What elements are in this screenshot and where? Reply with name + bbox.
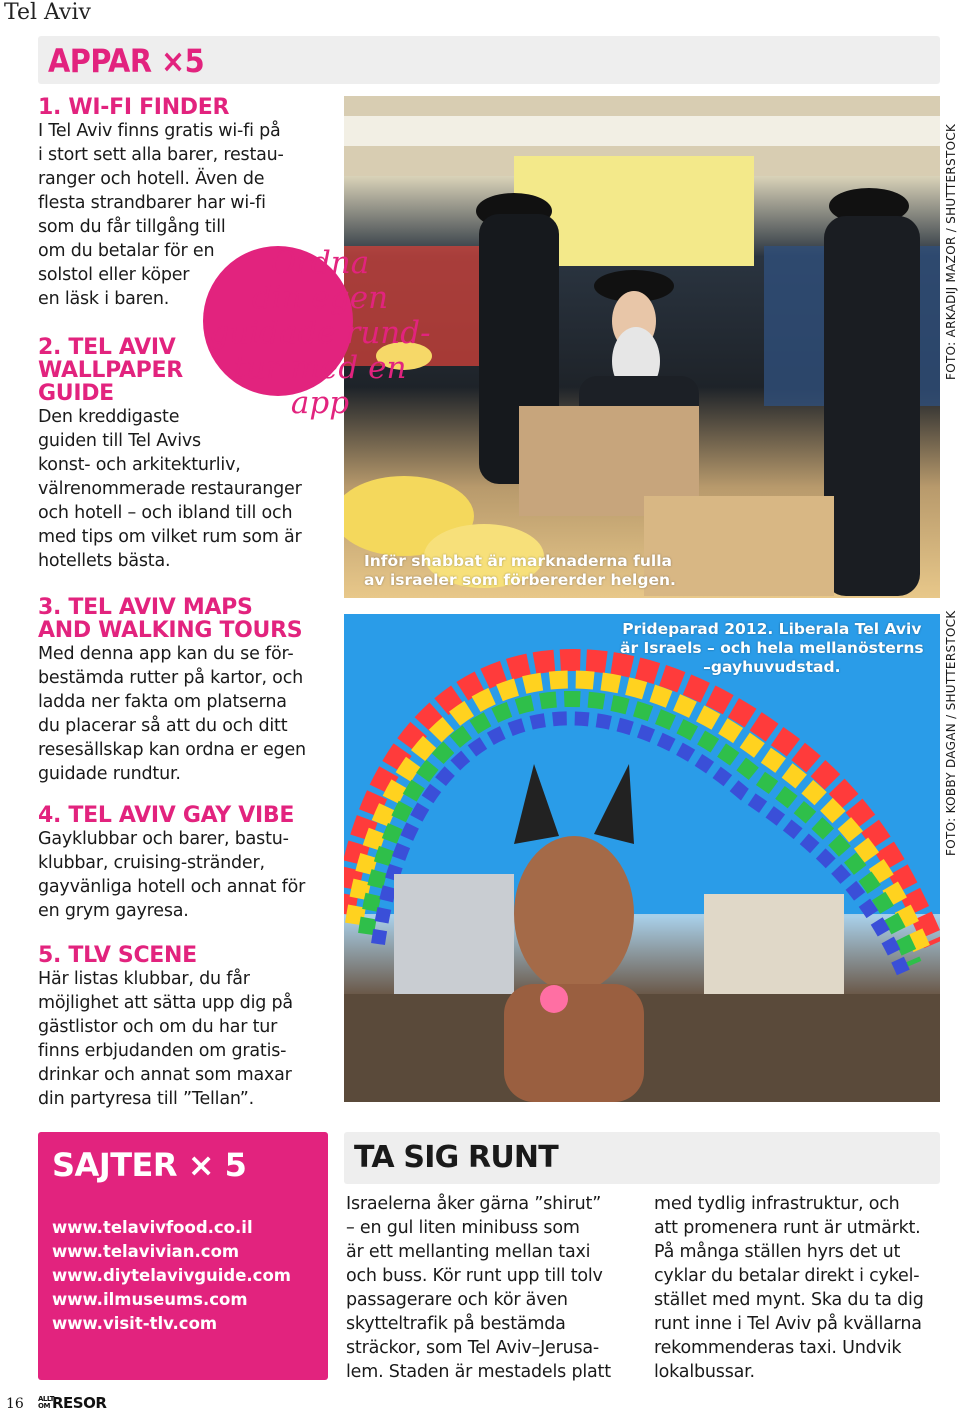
app-title: 2. TEL AVIV WALLPAPER GUIDE [38,335,183,406]
site-link[interactable]: www.ilmuseums.com [52,1290,248,1309]
app-description: Med denna app kan du se för- bestämda rutter på kartor, och ladda ner fakta om platserna du placerar så att du och ditt resesällskap kan ordna er egen guidade rundtur. [38,644,306,784]
pride-photo-credit: FOTO: KOBBY DAGAN / SHUTTERSTOCK [944,610,958,856]
transport-section-header [344,1132,940,1184]
callout-text: Ordna din egen guidade rund- tur med en app [209,245,431,421]
app-description: Här listas klubbar, du får möjlighet att sätta upp dig på gästlistor och om du har tur finns erbjudanden om gratis- drinkar och annat som maxar din partyresa till ”Tellan”. [38,969,293,1109]
sites-box [38,1132,328,1380]
site-link[interactable]: www.visit-tlv.com [52,1314,218,1333]
app-description: I Tel Aviv finns gratis wi-fi på i stort sett alla barer, restau- ranger och hotell. Även de flesta strandbarer har wi-fi som du får tillgång till om du betalar för en solstol eller köper en läsk i baren. [38,121,284,309]
magazine-logo: ALLT OM RESOR [38,1394,107,1412]
app-title: 3. TEL AVIV MAPS AND WALKING TOURS [38,595,303,643]
app-title: 4. TEL AVIV GAY VIBE [38,803,295,828]
app-item-tlv-scene [38,944,334,1111]
site-link[interactable]: www.telavivian.com [52,1242,240,1261]
app-title: 1. WI-FI FINDER [38,95,230,120]
transport-column-1: Israelerna åker gärna ”shirut” – en gul liten minibuss som är ett mellanting mellan taxi och buss. Kör runt upp till tolv passagerare och kör även skytteltrafik på bestämda sträckor, som Tel Aviv–Jerusa- lem. Staden är mestadels platt [346,1194,611,1382]
page-number: 16 [6,1396,24,1412]
running-head: Tel Aviv [4,0,91,25]
apps-section-header [38,36,940,84]
sites-list [52,1216,291,1336]
site-link[interactable]: www.diytelavivguide.com [52,1266,291,1285]
market-photo-credit: FOTO: ARKADIJ MAZOR / SHUTTERSTOCK [944,123,958,380]
sites-title: SAJTER × 5 [52,1146,247,1184]
app-title: 5. TLV SCENE [38,943,197,968]
pride-photo [344,614,940,1102]
market-photo-caption: Inför shabbat är marknaderna fulla av israeler som förbererder helgen. [364,552,676,589]
transport-section-title: TA SIG RUNT [354,1140,558,1175]
site-link[interactable]: www.telavivfood.co.il [52,1218,253,1237]
apps-section-title: APPAR ×5 [48,42,205,80]
pride-photo-illustration [344,614,940,1102]
transport-column-2: med tydlig infrastruktur, och att promenera runt är utmärkt. På många ställen hyrs det ut cyklar du betalar direkt i cykel- stället med mynt. Ska du ta dig runt inne i Tel Aviv på kvällarna rekommenderas taxi. Undvik lokalbussar. [654,1194,924,1382]
app-description: Den kreddigaste guiden till Tel Avivs konst- och arkitekturliv, välrenommerade restauranger och hotell – och ibland till och med tips om vilket rum som är hotellets bästa. [38,407,302,571]
app-item-gay-vibe [38,804,334,923]
pride-photo-caption: Prideparad 2012. Liberala Tel Aviv är Israels – och hela mellanösterns –gayhuvudstad. [620,620,924,676]
app-description: Gayklubbar och barer, bastu- klubbar, cruising-stränder, gayvänliga hotell och annat för en grym gayresa. [38,829,306,921]
app-item-maps-walking-tours [38,596,334,786]
